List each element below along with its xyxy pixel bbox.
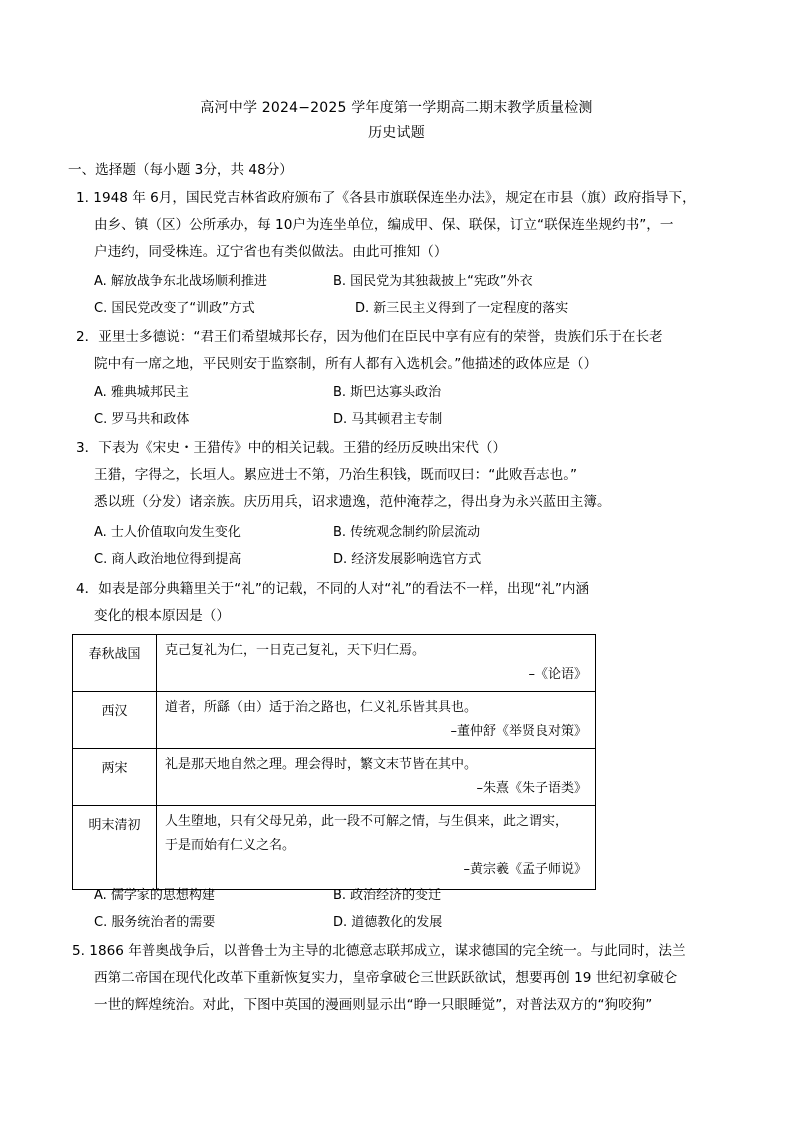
q3-option-b[interactable]: B. 传统观念制约阶层流动 [333,525,481,540]
q2-option-c[interactable]: C. 罗马共和政体 [94,412,190,427]
q5-line-3: 一世的辉煌统治。对此，下图中英国的漫画则显示出“睁一只眼睡觉”，对普法双方的“狗咬狗” [94,997,653,1013]
table-row [73,806,596,890]
table-row [73,749,596,806]
q3-quote-line-1: 王猎，字得之，长垣人。累应进士不第，乃治生积钱，既而叹曰：“此败吾志也。” [94,467,578,483]
era-cell: 西汉 [73,692,157,749]
q2-option-b[interactable]: B. 斯巴达寡头政治 [333,385,442,400]
q3-option-d[interactable]: D. 经济发展影响选官方式 [333,552,482,567]
q3-option-a[interactable]: A. 士人价值取向发生变化 [94,525,241,540]
q1-line-2: 由乡、镇（区）公所承办，每 10户为连坐单位，编成甲、保、联保，订立“联保连坐规约书”，一 [94,217,674,233]
quote-text: 人生堕地，只有父母兄弟，此一段不可解之情，与生俱来，此之谓实， [165,814,569,829]
q2-option-d[interactable]: D. 马其顿君主专制 [333,412,443,427]
q5-line-2: 西第二帝国在现代化改革下重新恢复实力，皇帝拿破仑三世跃跃欲试，想要再创 19 世纪初拿破仑 [94,970,678,986]
quote-text: 于是而始有仁义之名。 [165,838,296,853]
q4-option-c[interactable]: C. 服务统治者的需要 [94,915,216,930]
quote-citation: –黄宗羲《孟子师说》 [463,862,587,877]
table-row [73,692,596,749]
era-cell: 两宋 [73,749,157,806]
quote-text: 道者，所繇（由）适于治之路也，仁义礼乐皆其具也。 [165,700,478,715]
subject-title: 历史试题 [368,125,425,141]
q1-option-b[interactable]: B. 国民党为其独裁披上“宪政”外衣 [333,274,533,289]
table-row [73,635,596,692]
q4-option-b[interactable]: B. 政治经济的变迁 [333,888,442,903]
section-heading: 一、选择题（每小题 3分，共 48分） [68,162,293,178]
exam-title: 高河中学 2024−2025 学年度第一学期高二期末教学质量检测 [200,100,593,116]
q2-line-1: 2．亚里士多德说：“君王们希望城邦长存，因为他们在臣民中享有应有的荣誉，贵族们乐于在长老 [76,329,663,345]
q3-line-1: 3．下表为《宋史・王猎传》中的相关记载。王猎的经历反映出宋代（） [76,440,507,456]
q4-option-d[interactable]: D. 道德教化的发展 [333,915,443,930]
q5-line-1: 5. 1866 年普奥战争后，以普鲁士为主导的北德意志联邦成立，谋求德国的完全统一。与此同时，法兰 [72,943,686,959]
quote-cell [157,635,596,692]
quote-cell [157,692,596,749]
era-cell: 春秋战国 [73,635,157,692]
q1-line-1: 1. 1948 年 6月，国民党吉林省政府颁布了《各县市旗联保连坐办法》，规定在市县（旗）政府指导下， [76,190,696,206]
quote-cell [157,806,596,890]
q4-option-a[interactable]: A. 儒学家的思想构建 [94,888,215,903]
q1-line-3: 户违约，同受株连。辽宁省也有类似做法。由此可推知（） [94,244,448,260]
q4-line-2: 变化的根本原因是（） [94,608,230,624]
q1-option-d[interactable]: D. 新三民主义得到了一定程度的落实 [355,301,569,316]
q1-option-a[interactable]: A. 解放战争东北战场顺利推进 [94,274,267,289]
source-table [72,634,596,890]
q1-option-c[interactable]: C. 国民党改变了“训政”方式 [94,301,255,316]
q4-line-1: 4．如表是部分典籍里关于“礼”的记载，不同的人对“礼”的看法不一样，出现“礼”内涵 [76,581,590,597]
era-cell: 明末清初 [73,806,157,890]
q2-option-a[interactable]: A. 雅典城邦民主 [94,385,189,400]
q3-option-c[interactable]: C. 商人政治地位得到提高 [94,552,242,567]
quote-cell [157,749,596,806]
q2-line-2: 院中有一席之地，平民则安于监察制，所有人都有入选机会。”他描述的政体应是（） [94,356,598,372]
quote-text: 礼是那天地自然之理。理会得时，繁文末节皆在其中。 [165,757,478,772]
quote-text: 克己复礼为仁，一日克己复礼，天下归仁焉。 [165,643,426,658]
q3-quote-line-2: 悉以班（分发）诸亲族。庆历用兵，诏求遗逸，范仲淹荐之，得出身为永兴蓝田主簿。 [94,494,611,510]
quote-citation: –《论语》 [528,667,587,682]
quote-citation: –董仲舒《举贤良对策》 [450,724,587,739]
quote-citation: –朱熹《朱子语类》 [476,781,587,796]
